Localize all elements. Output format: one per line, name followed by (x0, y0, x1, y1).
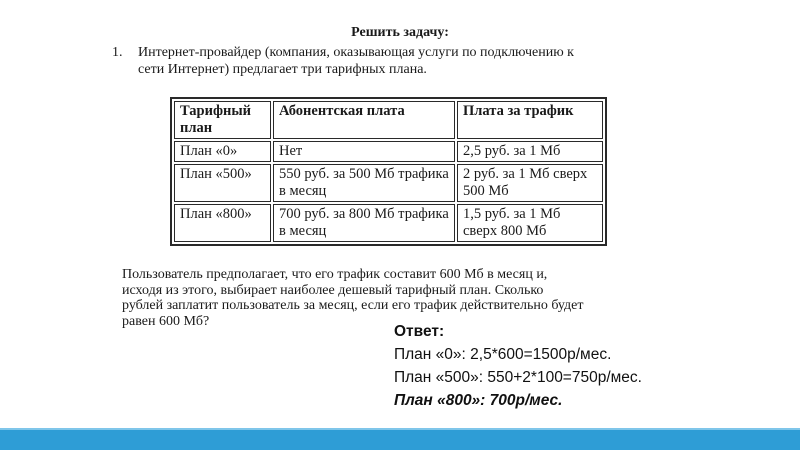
table-cell: 2 руб. за 1 Мб сверх 500 Мб (457, 164, 603, 202)
table-cell: 2,5 руб. за 1 Мб (457, 141, 603, 162)
answer-line-2: План «500»: 550+2*100=750р/мес. (394, 369, 642, 386)
table-cell: 550 руб. за 500 Мб трафика в месяц (273, 164, 455, 202)
problem-line-1: Интернет-провайдер (компания, оказывающая услуги по подключению к (138, 45, 574, 60)
answer-line-1: План «0»: 2,5*600=1500р/мес. (394, 346, 612, 363)
problem-statement (112, 44, 672, 78)
table-cell: 1,5 руб. за 1 Мб сверх 800 Мб (457, 204, 603, 242)
table-cell: План «0» (174, 141, 271, 162)
question-line-3: рублей заплатит пользователь за месяц, если его трафик действительно будет (122, 298, 584, 313)
problem-number: 1. (112, 45, 123, 60)
table-cell: План «800» (174, 204, 271, 242)
question-line-1: Пользователь предполагает, что его трафик составит 600 Мб в месяц и, (122, 267, 548, 282)
question-line-4: равен 600 Мб? (122, 313, 210, 329)
slide-title: Решить задачу: (351, 25, 449, 40)
table-cell: 700 руб. за 800 Мб трафика в месяц (273, 204, 455, 242)
header-cell-plan: Тарифный план (174, 101, 271, 139)
header-cell-subscription: Абонентская плата (273, 101, 455, 139)
tariff-table (170, 97, 607, 246)
bottom-decor-bar (0, 428, 800, 450)
table-row (174, 164, 603, 202)
table-row (174, 141, 603, 162)
table-row (174, 204, 603, 242)
header-cell-traffic: Плата за трафик (457, 101, 603, 139)
answer-line-final: План «800»: 700р/мес. (394, 392, 563, 409)
answer-heading: Ответ: (394, 323, 445, 340)
table-header-row (174, 101, 603, 139)
answer-block (394, 320, 642, 412)
bottom-bar-stripe (0, 428, 800, 430)
question-line-2: исходя из этого, выбирает наиболее дешевый тарифный план. Сколько (122, 282, 544, 298)
table-cell: Нет (273, 141, 455, 162)
problem-line-2: сети Интернет) предлагает три тарифных плана. (138, 62, 427, 77)
table-cell: План «500» (174, 164, 271, 202)
